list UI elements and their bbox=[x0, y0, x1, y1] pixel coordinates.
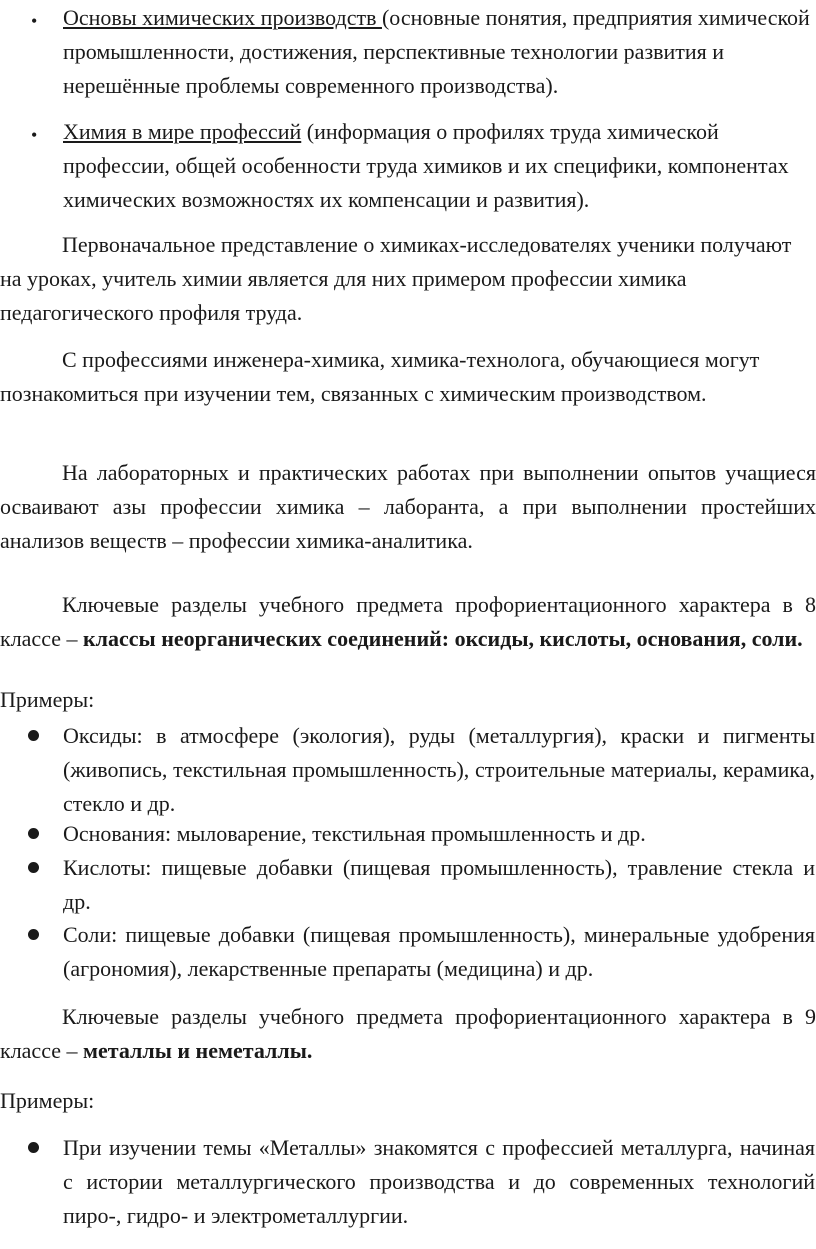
examples-label-9: Примеры: bbox=[0, 1088, 95, 1113]
paragraph-grade8 bbox=[0, 588, 816, 656]
bullet-marker bbox=[28, 1142, 39, 1153]
paragraph-researchers: Первоначальное представление о химиках-исследователях ученики получают на уроках, учитель химии является для них примером профессии химика педагогического профиля труда. bbox=[0, 232, 792, 325]
paragraph-grade9 bbox=[0, 1000, 816, 1068]
bullet-marker bbox=[28, 929, 39, 940]
list-item-bases: Основания: мыловарение, текстильная промышленность и др. bbox=[63, 821, 646, 846]
examples-label-8: Примеры: bbox=[0, 687, 95, 712]
paragraph-engineers: С профессиями инженера-химика, химика-технолога, обучающиеся могут познакомиться при изучении тем, связанных с химическим производством. bbox=[0, 347, 760, 406]
grade9-key-topics: металлы и неметаллы. bbox=[83, 1038, 313, 1063]
list-item-salts: Соли: пищевые добавки (пищевая промышленность), минеральные удобрения (агрономия), лекарственные препараты (медицина) и др. bbox=[63, 922, 815, 981]
bullet-marker bbox=[28, 730, 39, 741]
bullet-marker: • bbox=[31, 11, 38, 31]
grade9-intro: Ключевые разделы учебного предмета профориентационного характера в 9 классе – bbox=[0, 1004, 816, 1063]
bullet-marker bbox=[28, 862, 39, 873]
list-item-oxides: Оксиды: в атмосфере (экология), руды (металлургия), краски и пигменты (живопись, текстильная промышленность), строительные материалы, керамика, стекло и др. bbox=[63, 723, 815, 816]
topic-link-production[interactable]: Основы химических производств bbox=[63, 5, 382, 30]
list-item-acids: Кислоты: пищевые добавки (пищевая промышленность), травление стекла и др. bbox=[63, 855, 815, 914]
list-item-text: (основные понятия, предприятия химической промышленности, достижения, перспективные технологии развития и нерешённые проблемы современного производства). bbox=[63, 5, 810, 98]
paragraph-laboratory: На лабораторных и практических работах при выполнении опытов учащиеся осваивают азы профессии химика – лаборанта, а при выполнении простейших анализов веществ – профессии химика-аналитика. bbox=[0, 460, 816, 553]
list-item-metals: При изучении темы «Металлы» знакомятся с профессией металлурга, начиная с истории металлургического производства и до современных технологий пиро-, гидро- и электрометаллургии. bbox=[63, 1135, 815, 1228]
grade8-intro: Ключевые разделы учебного предмета профориентационного характера в 8 классе – bbox=[0, 592, 816, 651]
bullet-marker: • bbox=[31, 125, 38, 145]
list-item-professions bbox=[63, 115, 815, 217]
bullet-marker bbox=[28, 828, 39, 839]
list-item-text: (информация о профилях труда химической профессии, общей особенности труда химиков и их специфики, компонентах химических возможностях их компенсации и развития). bbox=[63, 119, 789, 212]
topic-link-professions[interactable]: Химия в мире профессий bbox=[63, 119, 302, 144]
grade8-key-topics: классы неорганических соединений: оксиды, кислоты, основания, соли. bbox=[83, 626, 803, 651]
list-item-production bbox=[63, 1, 815, 103]
